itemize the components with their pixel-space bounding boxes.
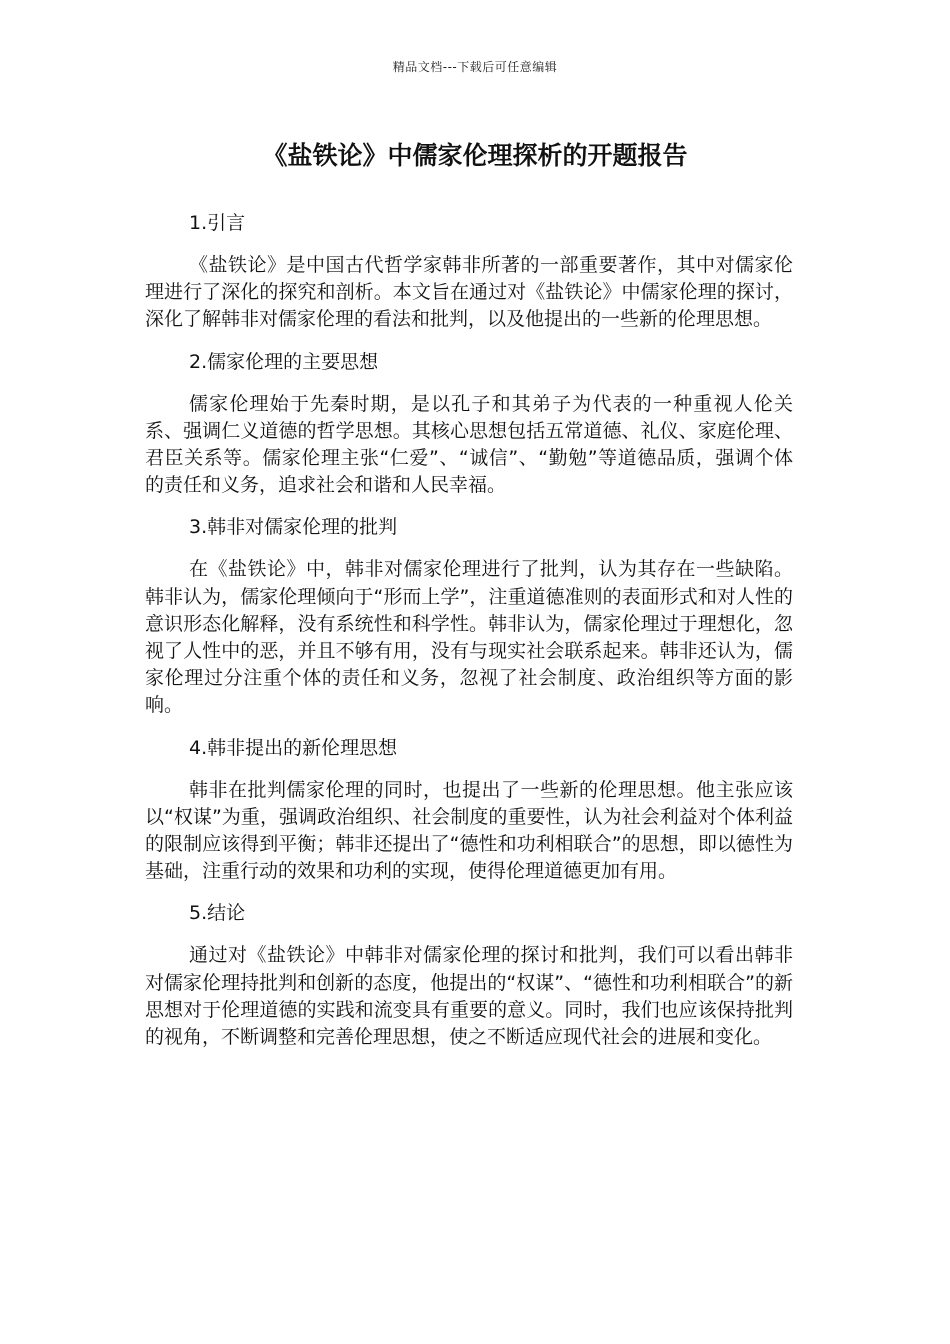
section-critique <box>145 514 793 719</box>
section-paragraph: 《盐铁论》是中国古代哲学家韩非所著的一部重要著作，其中对儒家伦理进行了深化的探究和剖析。本文旨在通过对《盐铁论》中儒家伦理的探讨，深化了解韩非对儒家伦理的看法和批判，以及他提出的一些新的伦理思想。 <box>145 254 793 331</box>
section-heading: 3.韩非对儒家伦理的批判 <box>189 516 398 539</box>
section-heading: 2.儒家伦理的主要思想 <box>189 350 379 373</box>
section-heading: 1.引言 <box>189 212 246 234</box>
header-note: 精品文档---下载后可任意编辑 <box>392 60 558 74</box>
section-paragraph: 在《盐铁论》中，韩非对儒家伦理进行了批判，认为其存在一些缺陷。韩非认为，儒家伦理倾向于“形而上学”，注重道德准则的表面形式和对人性的意识形态化解释，没有系统性和科学性。韩非认为，儒家伦理过于理想化，忽视了人性中的恶，并且不够有用，没有与现实社会联系起来。韩非还认为，儒家伦理过分注重个体的责任和义务，忽视了社会制度、政治组织等方面的影响。 <box>145 558 793 717</box>
section-new-ethics <box>145 735 793 886</box>
section-paragraph: 韩非在批判儒家伦理的同时，也提出了一些新的伦理思想。他主张应该以“权谋”为重，强调政治组织、社会制度的重要性，认为社会利益对个体利益的限制应该得到平衡；韩非还提出了“德性和功利相联合”的思想，即以德性为基础，注重行动的效果和功利的实现，使得伦理道德更加有用。 <box>145 778 793 883</box>
section-paragraph: 儒家伦理始于先秦时期，是以孔子和其弟子为代表的一种重视人伦关系、强调仁义道德的哲学思想。其核心思想包括五常道德、礼仪、家庭伦理、君臣关系等。儒家伦理主张“仁爱”、“诚信”、“勤勉”等道德品质，强调个体的责任和义务，追求社会和谐和人民幸福。 <box>145 392 793 497</box>
document-body <box>145 210 793 1066</box>
section-conclusion <box>145 900 793 1051</box>
section-heading: 5.结论 <box>189 902 246 925</box>
section-confucian-ethics <box>145 349 793 500</box>
document-title: 《盐铁论》中儒家伦理探析的开题报告 <box>262 141 688 170</box>
section-introduction <box>145 210 793 334</box>
section-heading: 4.韩非提出的新伦理思想 <box>189 736 398 759</box>
section-paragraph: 通过对《盐铁论》中韩非对儒家伦理的探讨和批判，我们可以看出韩非对儒家伦理持批判和创新的态度，他提出的“权谋”、“德性和功利相联合”的新思想对于伦理道德的实践和流变具有重要的意义。同时，我们也应该保持批判的视角，不断调整和完善伦理思想，使之不断适应现代社会的进展和变化。 <box>145 944 793 1049</box>
